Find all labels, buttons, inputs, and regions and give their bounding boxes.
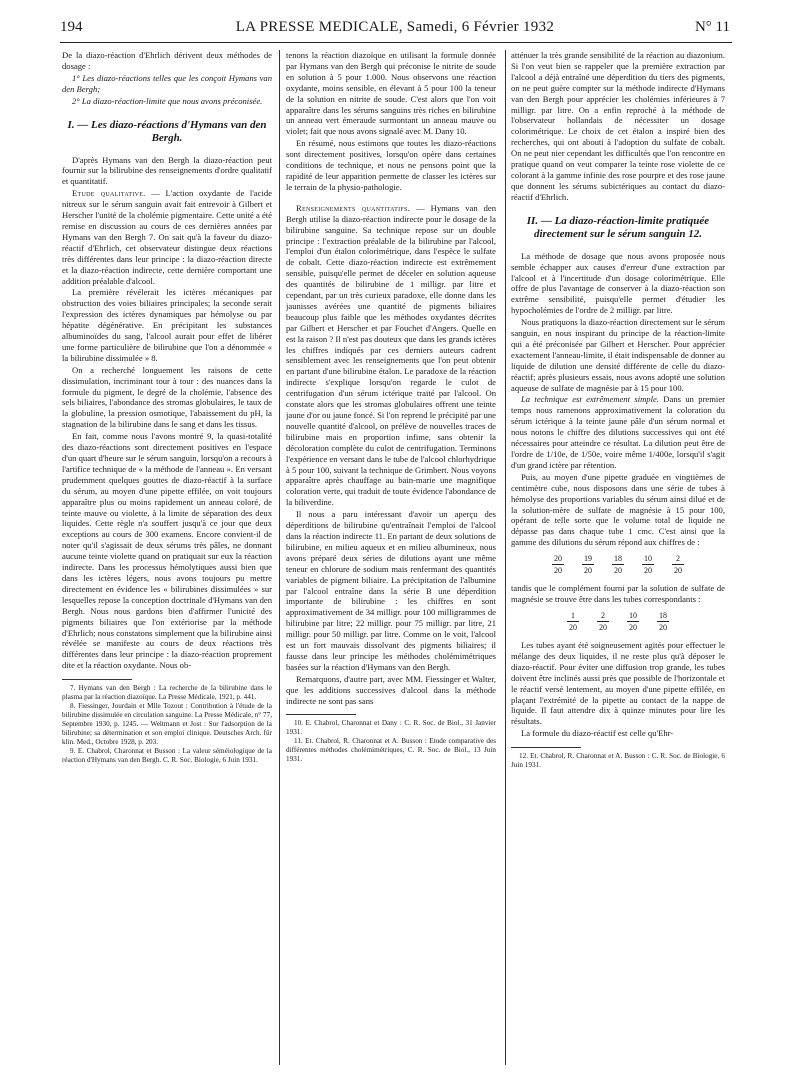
footnote-rule bbox=[511, 747, 581, 748]
footnote-rule bbox=[286, 714, 356, 715]
footnote: 8. Fiessinger, Jourdain et Mlle Tozout : Contribution à l'étude de la bilirubine dissimulée en circulation sanguine. La Presse Médicale, n° 77, Septembre 1930, p. 1245. — Weltmann et Jost : Sur l'adsorption de la bilirubine; sa détermination et son emploi clinique. Deutsches Arch. für klin. Med., Octobre 1928, p. 203. bbox=[62, 702, 272, 747]
paragraph: En fait, comme nous l'avons montré 9, la quasi-totalité des diazo-réactions sont directement positives en l'espace d'un quart d'heure sur le sérum sanguin, lorsqu'on a recours à l'artifice technique de « la méthode de l'anneau ». En versant prudemment quelques gouttes de diazo-réactif à la surface du sérum, au moyen d'une pipette effilée, on voit toujours apparaître plus ou moins rapidement un anneau coloré, de teinte mauve ou violette, à la limite de séparation des deux liquides. Cette règle n'a souffert jusqu'à ce jour que deux exceptions au cours de 300 examens. Encore convient-il de noter qu'il s'agissait de deux sérums très pâles, ne donnant aucune teinte violette quand on pratiquait sur eux la réaction indirecte. Dans les processus hémolytiques aussi bien que dans les ictères légers, nous avons toujours pu mettre directement en évidence les « bilirubines dissimulées » sur lesquelles repose la conception doctrinale d'Hymans van den Bergh. Nous nous gardons bien d'affirmer l'unicité des pigments biliaires que l'on extériorise par la méthode d'Ehrlich; nous constatons simplement que la bilirubine ainsi révélée se manifeste au cours de deux réactions très différentes dans leur principe : la diazo-réaction proprement dite et la réaction oxydante. Nous ob- bbox=[62, 431, 272, 671]
fraction bbox=[597, 611, 609, 632]
section-heading: II. — La diazo-réaction-limite pratiquée directement sur le sérum sanguin 12. bbox=[526, 214, 710, 240]
column-3 bbox=[511, 50, 725, 1065]
fraction-bar bbox=[552, 564, 564, 565]
fraction-denominator: 20 bbox=[614, 566, 622, 576]
column-divider bbox=[279, 50, 280, 1065]
fraction-bar bbox=[597, 621, 609, 622]
fraction bbox=[627, 611, 639, 632]
fraction-denominator: 20 bbox=[659, 622, 667, 632]
fraction-numerator: 2 bbox=[676, 554, 680, 564]
paragraph: D'après Hymans van den Bergh la diazo-réaction peut fournir sur la bilirubine des renseignements d'ordre qualitatif et quantitatif. bbox=[62, 154, 272, 187]
running-title: LA PRESSE MEDICALE, Samedi, 6 Février 1932 bbox=[235, 19, 555, 35]
fraction-numerator: 2 bbox=[601, 610, 605, 620]
fraction bbox=[567, 611, 579, 632]
fraction bbox=[582, 554, 594, 575]
footnote: 12. Et. Chabrol, R. Charonnat et A. Busson : C. R. Soc. de Biologie, 6 Juin 1931. bbox=[511, 752, 725, 770]
paragraph: De la diazo-réaction d'Ehrlich dérivent deux méthodes de dosage : bbox=[62, 50, 272, 71]
fraction bbox=[612, 554, 624, 575]
paragraph: Nous pratiquons la diazo-réaction directement sur le sérum sanguin, en nous inspirant du principe de la réaction-limite qui a été préconisée par Gilbert et Herscher. Pour apprécier exactement l'anneau-limite, il était indispensable de donner au liquide de dilution une densité différente de celle du diazo-réactif; après plusieurs essais, nous avons adopté une solution aqueuse de sulfate de magnésie par à 15 pour 100. bbox=[511, 317, 725, 393]
fraction bbox=[657, 611, 669, 632]
header-rule bbox=[60, 42, 732, 43]
list-item: 2° La diazo-réaction-limite que nous avons préconisée. bbox=[72, 95, 263, 106]
paragraph bbox=[62, 188, 272, 286]
fraction-numerator: 20 bbox=[554, 554, 562, 564]
paragraph: La formule du diazo-réactif est celle qu'Ehr- bbox=[521, 728, 674, 739]
footnote: 10. E. Chabrol, Charonnat et Dany : C. R. Soc. de Biol., 31 Janvier 1931. bbox=[286, 719, 496, 737]
fraction-bar bbox=[582, 564, 594, 565]
fraction bbox=[552, 554, 564, 575]
fraction-bar bbox=[567, 621, 579, 622]
fraction-numerator: 1 bbox=[571, 610, 575, 620]
footnote: 9. E. Chabrol, Charonnat et Busson : La valeur séméiologique de la réaction d'Hymans van den Bergh. C. R. Soc. Biologie, 6 Juin 1931. bbox=[62, 747, 272, 765]
fraction-denominator: 20 bbox=[554, 566, 562, 576]
paragraph-text: — L'action oxydante de l'acide nitreux sur le sérum sanguin avait fait entrevoir à Gilbert et Herscher l'unité de la cholémie pigmentaire. Cette unité a été remise en discussion au cours de ces dernières années par Hymans van den Bergh 7. On sait qu'à la faveur du diazo-réactif d'Ehrlich, cet observateur distingue deux réactions très différentes dans leur principe : la diazo-réaction directe et la diazo-réaction indirecte, cette dernière comportant une addition préalable d'alcool. bbox=[62, 188, 272, 286]
paragraph: Remarquons, d'autre part, avec MM. Fiessinger et Walter, que les additions successives d'alcool dans la méthode indirecte ne sont pas sans bbox=[286, 673, 496, 706]
page-header bbox=[60, 18, 730, 40]
run-in-heading: Renseignements quantitatifs. bbox=[296, 202, 411, 213]
footnote: 11. Et. Chabrol, R. Charonnat et A. Busson : Etude comparative des différentes méthodes cholémimétriques, C. R. Soc. de Biol., 13 Juin 1931. bbox=[286, 737, 496, 764]
fraction bbox=[642, 554, 654, 575]
fraction-bar bbox=[612, 564, 624, 565]
section-heading: I. — Les diazo-réactions d'Hymans van den Bergh. bbox=[67, 118, 267, 144]
paragraph bbox=[286, 203, 496, 508]
paragraph: tenons la réaction diazoïque en utilisant la formule donnée par Hymans van den Bergh qui préconise le nitrite de soude en solution à 5 pour 1.000. Nous observons une réaction oxydante, moins sensible, en élevant à 5 pour 100 la teneur de la solution en nitrite de soude. C'est alors que l'on voit apparaître dans les sérums sanguins très riches en bilirubine un anneau vert émeraude surmontant un anneau mauve ou violet; fait que nous avons signalé avec M. Dany 10. bbox=[286, 50, 496, 137]
run-in-heading: Etude qualitative. bbox=[72, 188, 146, 199]
list-item: 1° Les diazo-réactions telles que les conçoit Hymans van den Bergh; bbox=[62, 72, 272, 94]
paragraph: La méthode de dosage que nous avons proposée nous semble échapper aux causes d'erreur d'une extraction par l'alcool et à l'incertitude d'un dosage colorimétrique. Elle offre de plus l'avantage de conserver à la diazo-réaction son extrême sensibilité, puisqu'elle permet d'étudier les hypocholémies de l'ordre de 2 milligr. par litre. bbox=[511, 250, 725, 316]
paragraph: On a recherché longuement les raisons de cette dissimulation, incriminant tour à tour : des nuances dans la formule du pigment, le degré de la cholémie, l'absence des sels biliaires, l'abondance des stromas globulaires, le taux de la globuline, la pression osmotique, l'abaissement du pH, la stagnation de la bilirubine dans le sang et dans les tissus. bbox=[62, 364, 272, 430]
fraction-numerator: 18 bbox=[659, 610, 667, 620]
fraction-denominator: 20 bbox=[644, 566, 652, 576]
complement-fractions bbox=[511, 611, 725, 632]
fraction-bar bbox=[642, 564, 654, 565]
column-1 bbox=[62, 50, 272, 1065]
paragraph: En résumé, nous estimons que toutes les diazo-réactions sont directement positives, lorsqu'on opère dans certaines conditions de technique, et nous ne pensons point que la rapidité de leur apparition permette de classer les ictères sur le terrain de la physio-pathologie. bbox=[286, 138, 496, 192]
fraction bbox=[672, 554, 684, 575]
fraction-numerator: 10 bbox=[644, 554, 652, 564]
fraction-denominator: 20 bbox=[674, 566, 682, 576]
paragraph: Puis, au moyen d'une pipette graduée en vingtièmes de centimètre cube, nous disposons dans une série de tubes à hémolyse des proportions variables du sérum ainsi dilué et de la solution-mère de sulfate de magnésie à 15 pour 100, opérant de telle sorte que le volume total de liquide ne dépasse pas dans chaque tube 1 cmc. C'est ainsi que la gamme des dilutions du sérum répond aux chiffres de : bbox=[511, 471, 725, 548]
fraction-bar bbox=[672, 564, 684, 565]
fraction-bar bbox=[657, 621, 669, 622]
paragraph-text: — Hymans van den Bergh utilise la diazo-réaction indirecte pour le dosage de la bilirubine sanguine. Sa technique repose sur un double principe : l'extraction préalable de la bilirubine par l'alcool, l'emploi d'un étalon colorimétrique, dans l'espèce le sulfate de cobalt. Cette diazo-réaction indirecte est extrêmement sensible, puisqu'elle permet de déceler en solution aqueuse des quantités de bilirubine de 1 milligr. par litre et cependant, par un très curieux paradoxe, elle donne dans les jaunisses avérées une quantité de pigments biliaires beaucoup plus faible que les méthodes oxydantes décrites par Gilbert et Herscher et par Fouchet d'Angers. Quelle en est la raison ? Il n'est pas douteux que dans les grands ictères les chiffres indiqués par ces derniers auteurs cadrent sensiblement avec les renseignements que l'on peut obtenir en partant d'une bilirubine étalon. Le paradoxe de la réaction indirecte s'explique lorsqu'on regarde le culot de centrifugation d'un sérum ictérique traité par l'alcool. On constate alors que les stromas globulaires offrent une teinte jaune d'or ou jaune foncé. Si l'on reprend le précipité par une nouvelle quantité d'alcool, on prélève de nouvelles traces de bilirubine mais en proportion infime, sans obtenir la décoloration complète du culot de centrifugation. Terminons l'expérience en versant dans le tube de l'alcool chlorhydrique à 5 pour 100, suivant la technique de Grimbert. Nous voyons apparaître après chauffage au bain-marie une magnifique coloration verte, qui traduit de toute évidence l'abondance de la biliverdine. bbox=[286, 202, 496, 508]
paragraph: Les tubes ayant été soigneusement agités pour effectuer le mélange des deux liquides, il ne reste plus qu'à déposer le diazo-réactif. Pour éviter une diffusion trop grande, les tubes doivent être inclinés aussi près que possible de l'horizontale et le réactif versé lentement, au moyen d'une pipette effilée, en plaçant l'extrémité de la pipette au contact de la nappe de liquide. Il faut attendre dix à quinze minutes pour lire les résultats. bbox=[511, 639, 725, 727]
issue-number: N° 11 bbox=[694, 19, 730, 35]
footnote: 7. Hymans van den Bergh : La recherche de la bilirubine dans le plasma par la réaction diazoïque. La Presse Médicale, 1921, p. 441. bbox=[62, 684, 272, 702]
fraction-numerator: 10 bbox=[629, 610, 637, 620]
fraction-denominator: 20 bbox=[569, 622, 577, 632]
footnote-rule bbox=[62, 679, 132, 680]
dilution-fractions bbox=[511, 554, 725, 575]
fraction-bar bbox=[627, 621, 639, 622]
paragraph: tandis que le complément fourni par la solution de sulfate de magnésie se trouve être dans les tubes correspondants : bbox=[511, 583, 725, 605]
page-number: 194 bbox=[60, 19, 83, 35]
paragraph: Il nous a paru intéressant d'avoir un aperçu des déperditions de bilirubine qu'entraînait l'emploi de l'alcool dans la réaction indirecte 11. En partant de deux solutions de bilirubine, en milieu aqueux et en milieu albumineux, nous avons préparé deux séries de dilutions ayant une même teneur en chlorure de sodium mais renfermant des quantités variables de pigment biliaire. La précipitation de l'albumine par l'alcool entraîne dans la série B une déperdition importante de bilirubine : les chiffres en sont approximativement de 34 milligr. pour 100 milligrammes de bilirubine par litre; 22 milligr. pour 75 milligr. par litre, 21 milligr. pour 50 milligr. par litre. Comme on le voit, l'alcool est un fort mauvais dissolvant des pigments biliaires; il fausse dans leur principe les méthodes cholémimétriques basées sur la réaction d'Hymans van den Bergh. bbox=[286, 509, 496, 672]
column-divider bbox=[505, 50, 506, 1065]
fraction-denominator: 20 bbox=[599, 622, 607, 632]
fraction-numerator: 18 bbox=[614, 554, 622, 564]
paragraph bbox=[511, 394, 725, 470]
column-2 bbox=[286, 50, 496, 1065]
fraction-numerator: 19 bbox=[584, 554, 592, 564]
fraction-denominator: 20 bbox=[584, 566, 592, 576]
fraction-denominator: 20 bbox=[629, 622, 637, 632]
paragraph: atténuer la très grande sensibilité de la réaction au diazonium. Si l'on veut bien se rappeler que la première extraction par l'alcool a déjà entraîné une déperdition du tiers des pigments, on ne peut guère compter sur la méthode indirecte d'Hymans van den Bergh pour apprécier les cholémies inférieures à 7 milligr. par litre. On a enfin reproché à la méthode de l'observateur hollandais de nécessiter un dosage colorimétrique. Le choix de cet étalon a inspiré bien des recherches, qui ont abouti à l'adoption du sulfate de cobalt. On ne peut nier cependant les difficultés que l'on rencontre en pratique quand on veut comparer la teinte rose violette de ce colorant à la gamme infinie des rose pourpre et des rose jaune que donnent les sérums subictériques au contact du diazo-réactif d'Ehrlich. bbox=[511, 50, 725, 202]
paragraph-text: Dans un premier temps nous ramenons approximativement la coloration du sérum ictérique à la teinte jaune pâle d'un sérum normal et nous notons le chiffre des dilutions successives qui ont été nécessaires pour atteindre ce résultat. La dilution peut être de l'ordre de 1/10e, de 1/50e, voire même 1/400e, lorsqu'il s'agit d'un grand ictère par rétention. bbox=[511, 394, 725, 470]
run-in-heading: La technique est extrêmement simple. bbox=[521, 394, 659, 405]
paragraph: La première révélerait les ictères mécaniques par obstruction des voies biliaires principales; la seconde serait l'expression des ictères dynamiques par hémolyse ou par hépatite dégénérative. En précipitant les substances albuminoïdes du sang, l'alcool aurait pour effet de libérer une forme particulière de bilirubine que l'on a dénommée « la bilirubine dissimulée » 8. bbox=[62, 287, 272, 363]
